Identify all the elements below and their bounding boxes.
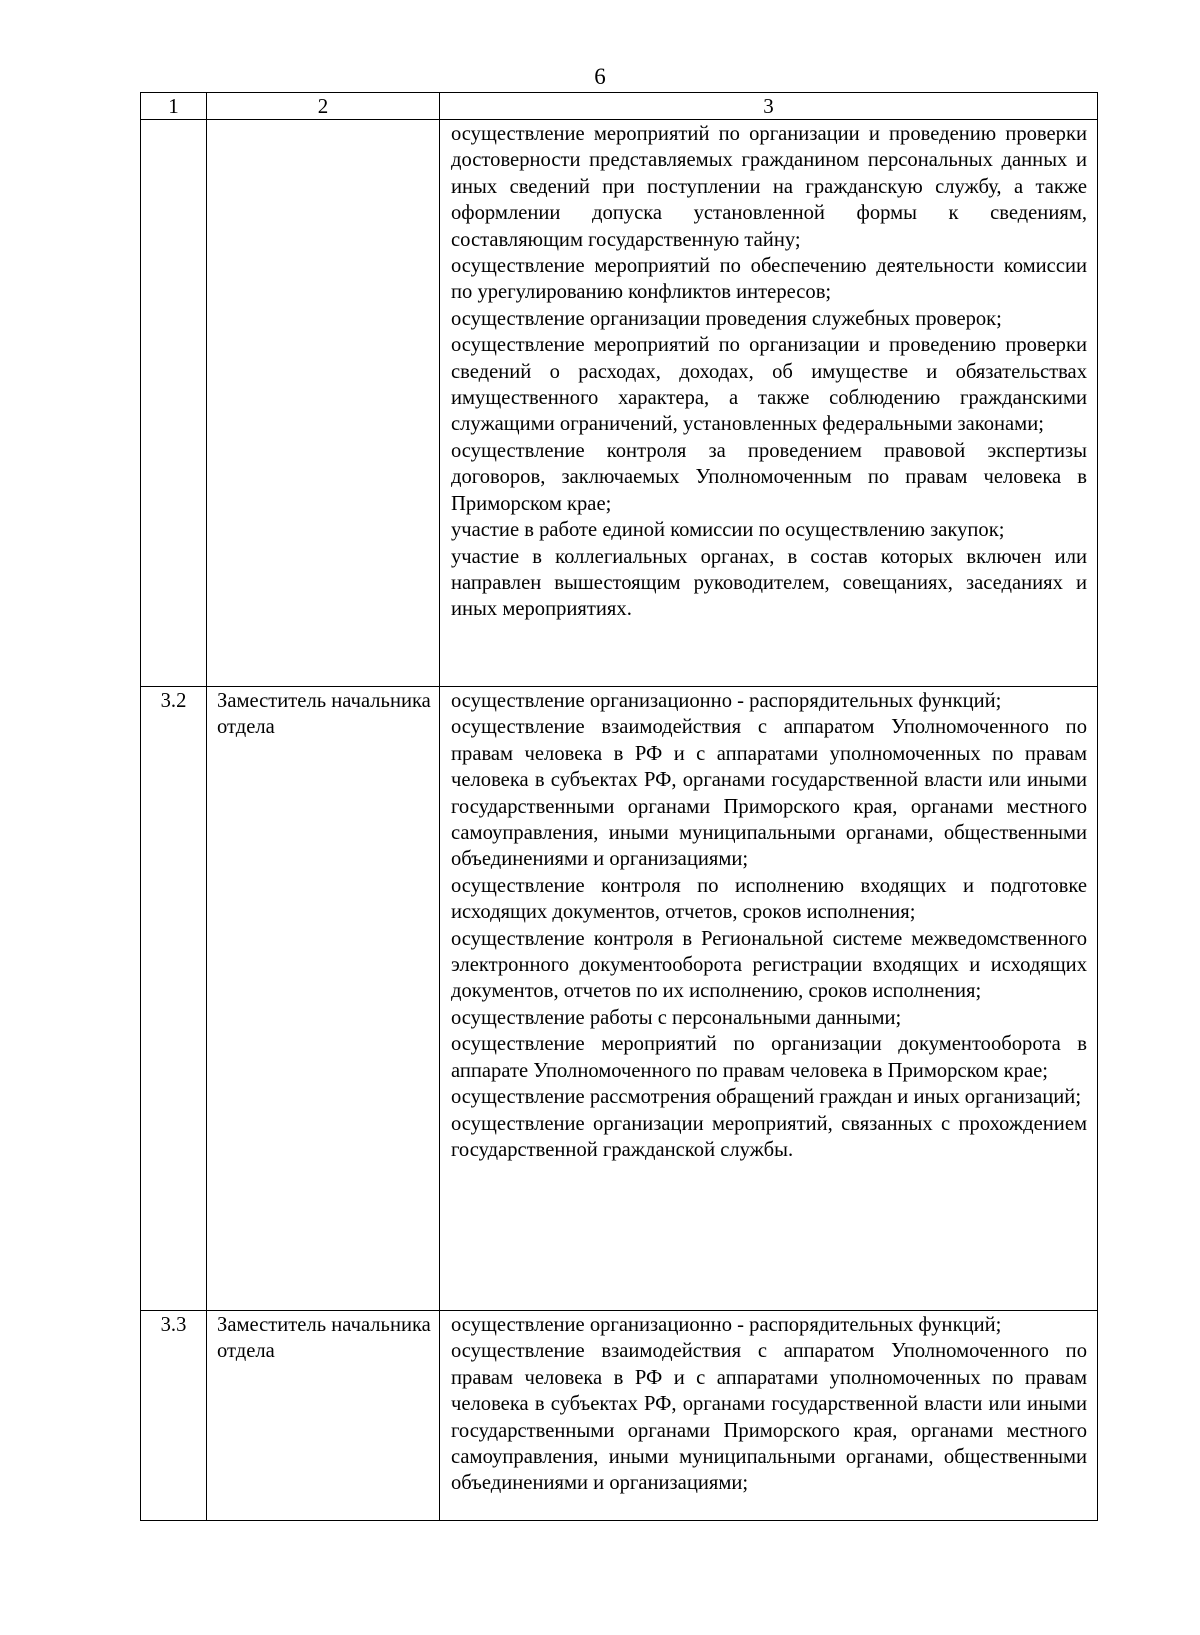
duty-item: осуществление контроля за проведением правовой экспертизы договоров, заключаемых Уполномоченным по правам человека в Приморском крае; xyxy=(451,439,1087,515)
row-number-cell xyxy=(141,687,207,1311)
table-row xyxy=(141,120,1098,687)
duty-item: осуществление взаимодействия с аппаратом Уполномоченного по правам человека в РФ и с аппаратами уполномоченных по правам человека в субъектах РФ, органами государственной власти или иными государственными органами Приморского края, органами местного самоуправления, иными муниципальными органами, общественными объединениями и организациями; xyxy=(451,716,1087,871)
column-header-duties: 3 xyxy=(440,93,1098,120)
duty-item: осуществление контроля по исполнению входящих и подготовке исходящих документов, отчетов, сроков исполнения; xyxy=(451,874,1087,924)
duties-cell xyxy=(440,1311,1098,1521)
duty-item: осуществление организационно - распорядительных функций; xyxy=(451,690,1002,712)
duties-cell xyxy=(440,120,1098,687)
duty-item: осуществление мероприятий по организации и проведению проверки достоверности представляемых гражданином персональных данных и иных сведений при поступлении на гражданскую службу, а также оформлении допуска установленной формы к сведениям, составляющим государственную тайну; xyxy=(451,123,1087,251)
duties-cell xyxy=(440,687,1098,1311)
duty-item: осуществление организации проведения служебных проверок; xyxy=(451,307,1002,330)
duty-item: осуществление мероприятий по организации документооборота в аппарате Уполномоченного по правам человека в Приморском крае; xyxy=(451,1033,1087,1082)
duties-table xyxy=(140,92,1098,1521)
duty-item: участие в работе единой комиссии по осуществлению закупок; xyxy=(451,519,1005,542)
row-number-cell xyxy=(141,120,207,687)
row-number: 3.2 xyxy=(160,690,187,712)
duty-item: осуществление рассмотрения обращений граждан и иных организаций; xyxy=(451,1086,1082,1109)
duty-item: осуществление взаимодействия с аппаратом Уполномоченного по правам человека в РФ и с аппаратами уполномоченных по правам человека в субъектах РФ, органами государственной власти или иными государственными органами Приморского края, органами местного самоуправления, иными муниципальными органами, общественными объединениями и организациями; xyxy=(451,1340,1087,1495)
position-cell xyxy=(207,687,440,1311)
row-number-cell xyxy=(141,1311,207,1521)
position-title: Заместитель начальника отдела xyxy=(217,690,431,739)
duty-item: осуществление мероприятий по организации и проведению проверки сведений о расходах, доходах, об имуществе и обязательствах имущественного характера, а также соблюдению гражданскими служащими ограничений, установленных федеральными законами; xyxy=(451,334,1087,436)
duty-item: осуществление работы с персональными данными; xyxy=(451,1006,902,1029)
position-cell xyxy=(207,120,440,687)
duty-item: участие в коллегиальных органах, в состав которых включен или направлен вышестоящим руководителем, совещаниях, заседаниях и иных мероприятиях. xyxy=(451,545,1087,621)
row-number: 3.3 xyxy=(160,1314,187,1336)
duty-item: осуществление организационно - распорядительных функций; xyxy=(451,1314,1002,1336)
table-header-row xyxy=(141,93,1098,120)
position-cell xyxy=(207,1311,440,1521)
duty-item: осуществление контроля в Региональной системе межведомственного электронного документооборота регистрации входящих и исходящих документов, отчетов по их исполнению, сроков исполнения; xyxy=(451,927,1087,1003)
column-header-number: 1 xyxy=(141,93,207,120)
row-number xyxy=(141,120,206,121)
table-row xyxy=(141,1311,1098,1521)
position-title: Заместитель начальника отдела xyxy=(217,1314,431,1363)
page-number: 6 xyxy=(594,64,606,89)
duty-item: осуществление мероприятий по обеспечению деятельности комиссии по урегулированию конфликтов интересов; xyxy=(451,255,1087,304)
duty-item: осуществление организации мероприятий, связанных с прохождением государственной гражданской службы. xyxy=(451,1112,1087,1161)
column-header-position: 2 xyxy=(207,93,440,120)
table-row xyxy=(141,687,1098,1311)
